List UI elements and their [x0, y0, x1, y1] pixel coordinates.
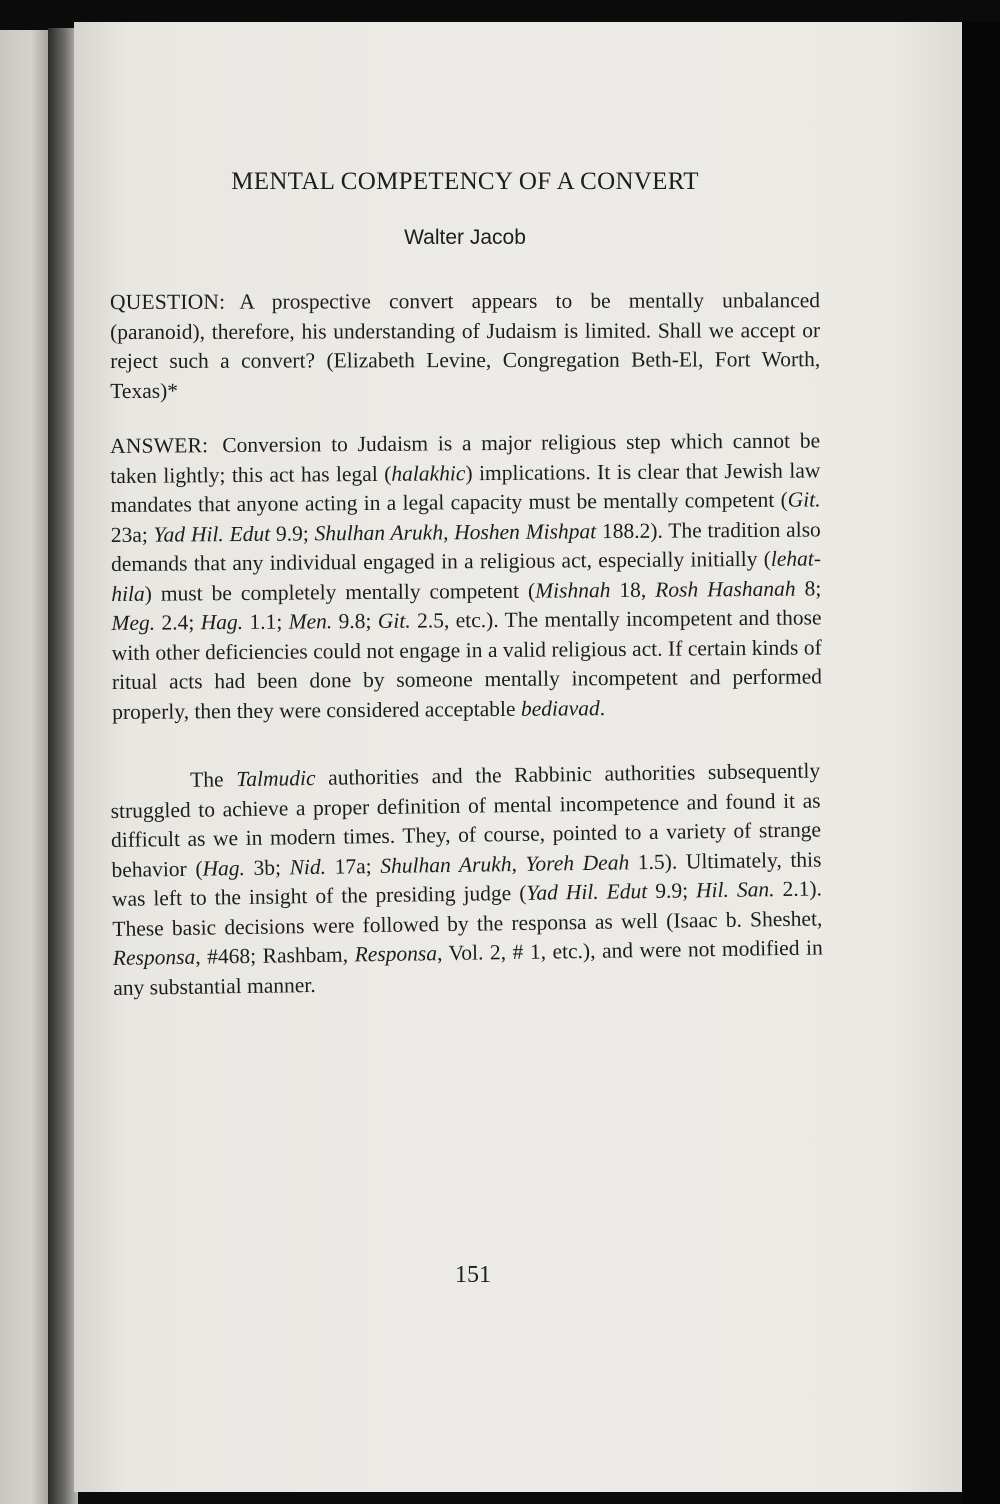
answer-citation: Git. — [377, 608, 411, 633]
answer-text: . — [599, 695, 606, 720]
talmudic-text: The — [190, 767, 237, 792]
talmudic-citation: Hag. — [202, 855, 246, 881]
answer-text: 1.1; — [242, 609, 289, 634]
question-text: A prospective convert appears to be mentally unbalanced (paranoid), therefore, his understanding of Judaism is limited. Shall we accept or reject such a convert? (Elizabeth Levine, Congregation Beth-El, Fort Worth, Texas)* — [110, 288, 821, 403]
answer-paragraph — [110, 426, 822, 727]
scan-background-edge — [962, 22, 1000, 1504]
answer-text: 8; — [795, 575, 822, 601]
talmudic-text: 1.5). Ultimately, this was left to the insight of the presiding judge ( — [111, 846, 822, 911]
answer-citation: Mishnah — [535, 577, 611, 603]
answer-citation: Rosh Hashanah — [655, 576, 796, 602]
facing-page-edge — [0, 30, 52, 1504]
talmudic-text: , #468; Rashbam, — [195, 942, 355, 969]
answer-citation: Git. — [787, 487, 821, 512]
answer-label: ANSWER: — [110, 433, 209, 458]
talmudic-citation: Hil. San. — [695, 877, 775, 903]
answer-citation: Meg. — [111, 610, 156, 635]
talmudic-text: , Vol. 2, # 1, etc.), and were not modified in any substantial manner. — [113, 935, 823, 1000]
talmudic-text: 3b; — [244, 854, 290, 880]
question-paragraph — [110, 286, 820, 406]
answer-text: Conversion to Judaism is a major religious step which cannot be taken lightly; this act has legal ( — [110, 428, 821, 488]
talmudic-text: 2.1). These basic decisions were followed by the responsa as well (Isaac b. Sheshet, — [112, 876, 823, 941]
answer-term: lehat-hila — [111, 546, 822, 606]
answer-citation: Shulhan Arukh, Hoshen Mishpat — [314, 518, 597, 545]
answer-text: 23a; — [110, 522, 154, 547]
answer-text: 9.9; — [270, 520, 315, 546]
talmudic-term: Talmudic — [236, 765, 316, 792]
answer-citation: Hag. — [200, 609, 244, 635]
answer-term: bediavad — [520, 695, 600, 721]
page-text-block — [110, 168, 823, 1029]
talmudic-text: 9.9; — [647, 878, 697, 904]
answer-citation: Yad Hil. Edut — [153, 521, 271, 547]
answer-text: ) must be completely mentally competent ( — [144, 578, 536, 606]
answer-text: 2.5, etc.). The mentally incompetent and those with other deficiencies could not engage in a valid religious act. If certain kinds of ritual acts had been done by someone mentally incompetent and performed properly, then they were considered acceptable — [111, 605, 823, 724]
talmudic-citation: Shulhan Arukh, Yoreh Deah — [380, 849, 630, 878]
talmudic-paragraph — [110, 756, 823, 1003]
answer-text: ) implications. It is clear that Jewish law mandates that anyone acting in a legal capacity must be mentally competent ( — [110, 457, 821, 517]
answer-citation: Men. — [288, 609, 333, 634]
answer-text: 18, — [610, 577, 656, 602]
answer-text: 9.8; — [332, 608, 378, 634]
article-author: Walter Jacob — [404, 226, 526, 249]
talmudic-citation: Responsa — [112, 944, 196, 970]
talmudic-citation: Responsa — [354, 941, 438, 967]
talmudic-text: 17a; — [325, 853, 381, 879]
page-number: 151 — [455, 1262, 491, 1288]
answer-text: 188.2). The tradition also demands that any individual engaged in a religious act, especially initially ( — [110, 516, 821, 576]
talmudic-citation: Nid. — [289, 854, 327, 879]
talmudic-text: authorities and the Rabbinic authorities subsequently struggled to achieve a proper definition of mental incompetence and found it as difficult as we in modern times. They, of course, pointed to a variety of strange behavior ( — [110, 758, 822, 882]
article-title: MENTAL COMPETENCY OF A CONVERT — [231, 168, 699, 195]
answer-term: halakhic — [391, 460, 466, 486]
answer-text: 2.4; — [154, 610, 201, 635]
talmudic-citation: Yad Hil. Edut — [526, 879, 648, 905]
question-label: QUESTION: — [110, 289, 226, 314]
